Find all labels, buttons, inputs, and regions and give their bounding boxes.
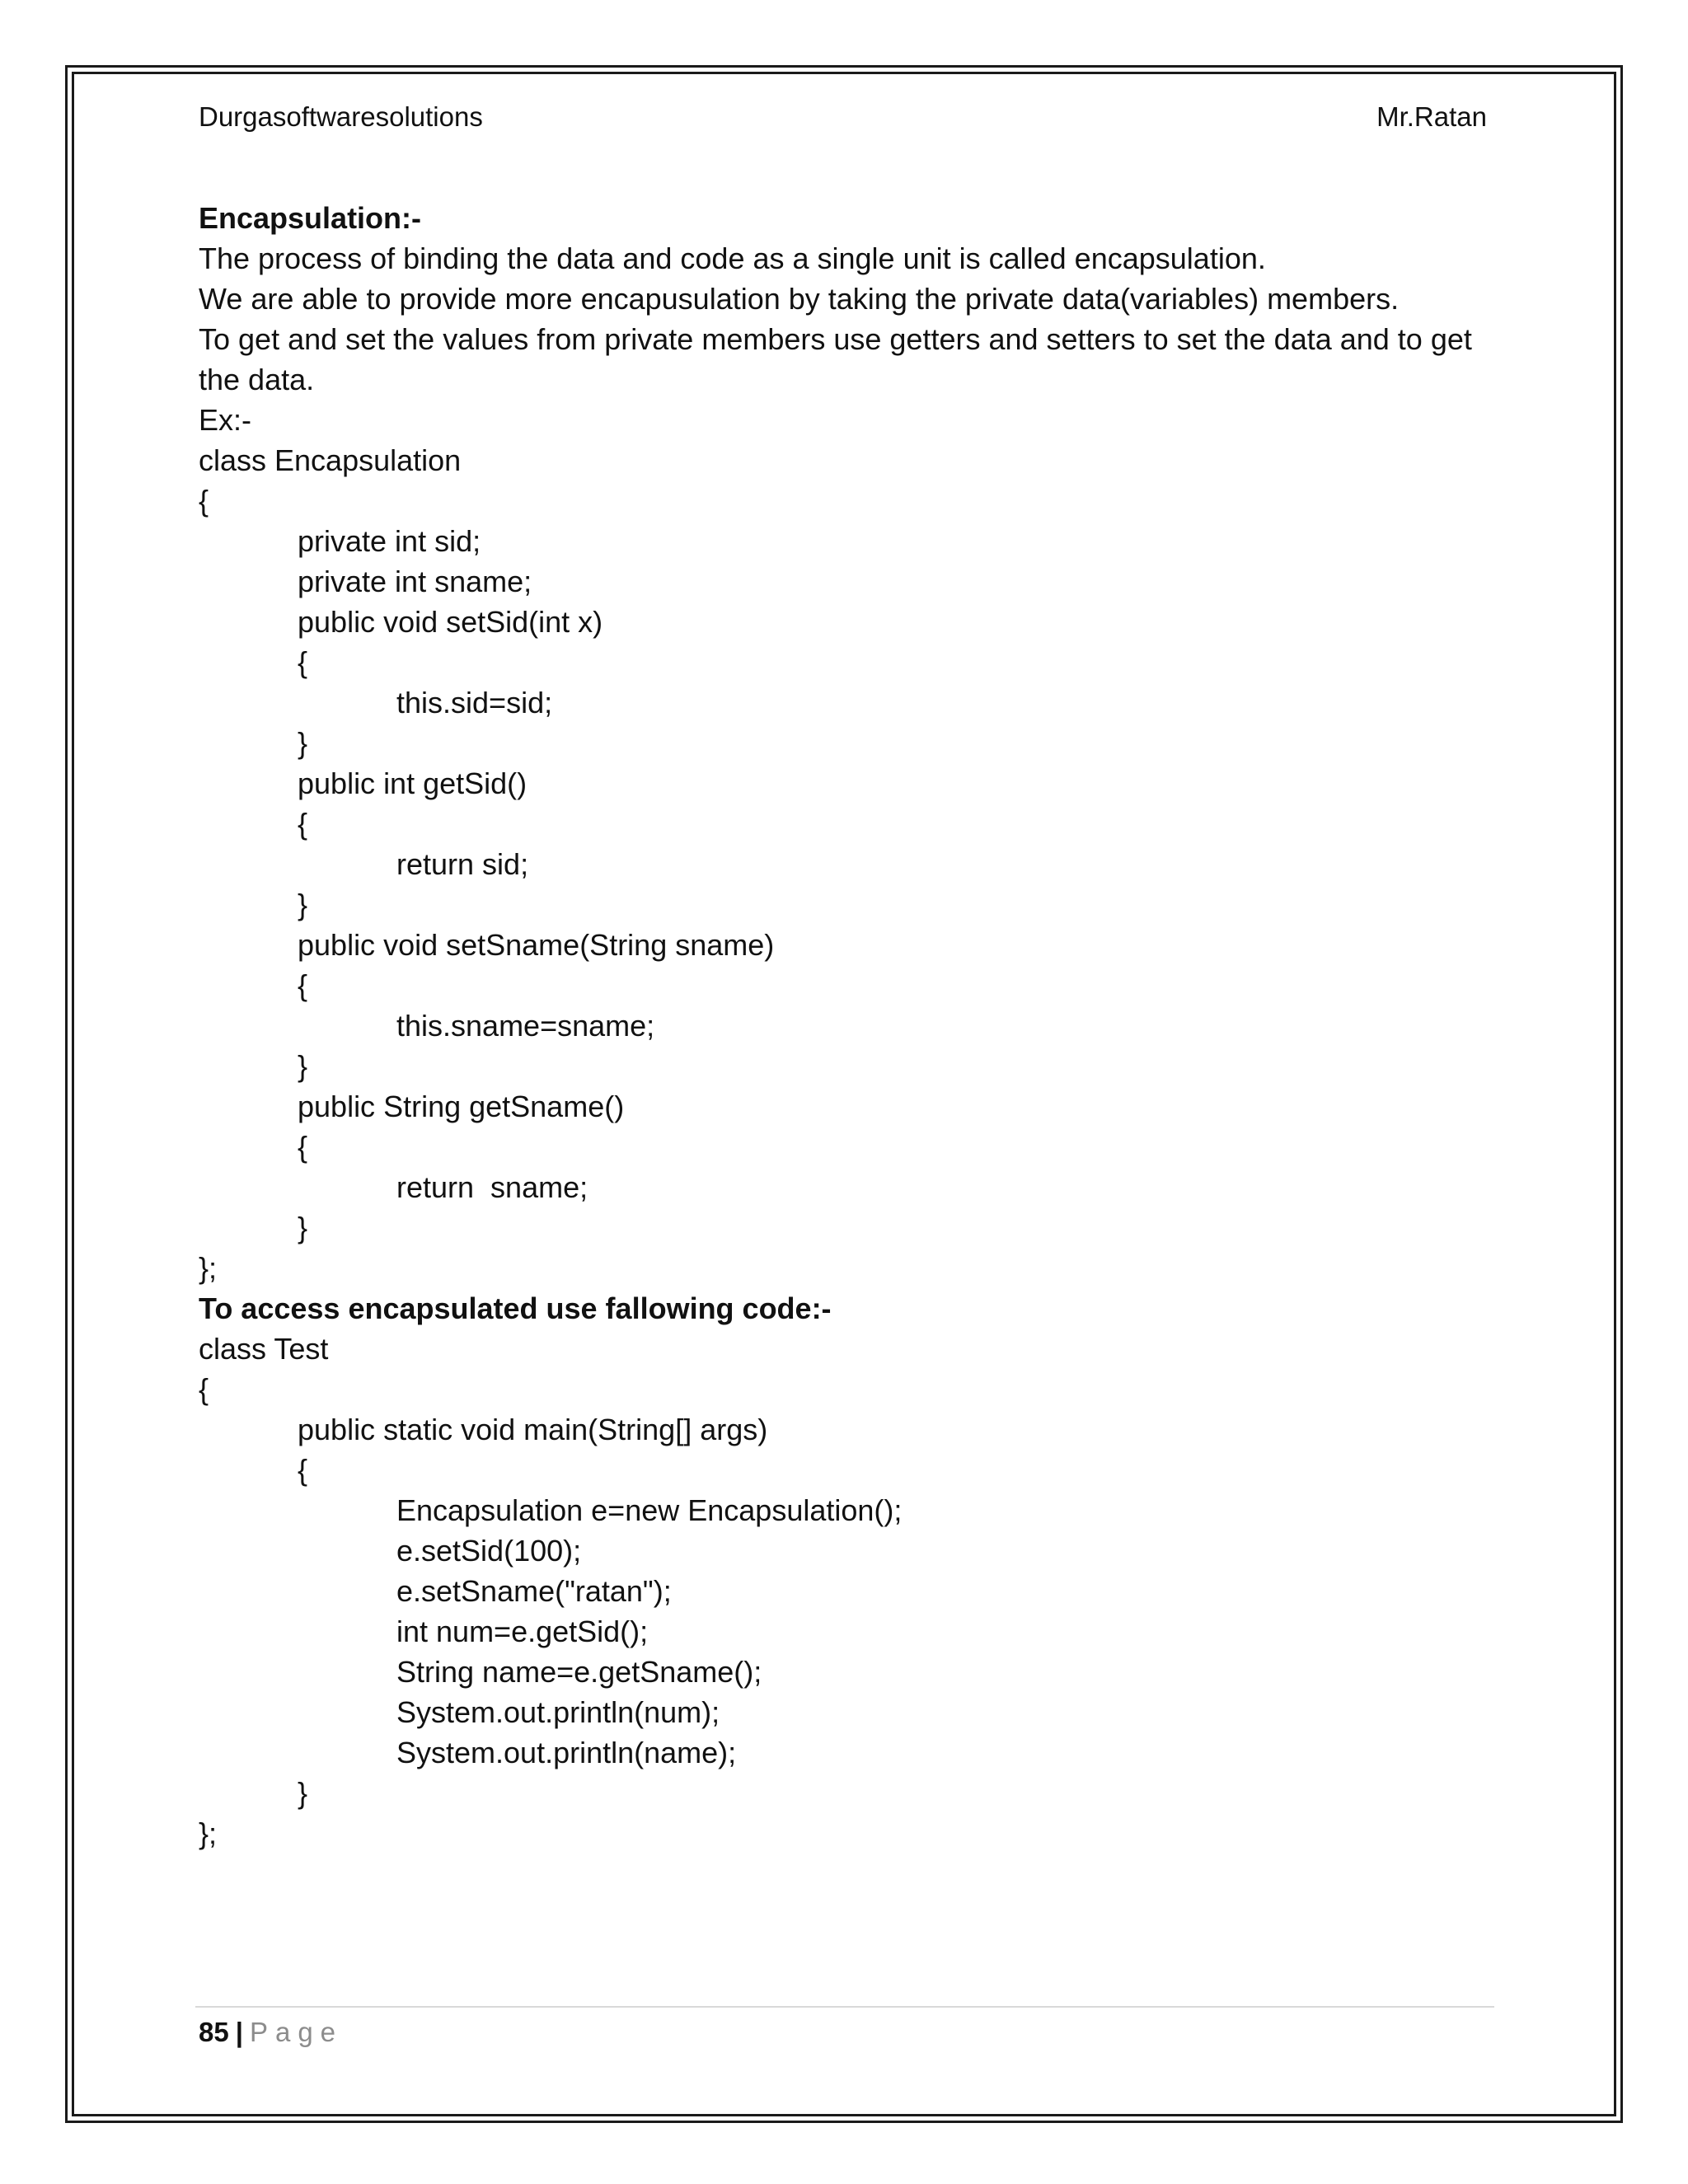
subheading: To access encapsulated use fallowing code:- xyxy=(199,1291,832,1325)
intro-paragraph-3: To get and set the values from private members use getters and setters to set the data and to get the data. xyxy=(199,322,1472,396)
code-line: public static void main(String[] args) xyxy=(298,1413,768,1446)
code-line: public void setSid(int x) xyxy=(298,605,603,639)
code-line: private int sname; xyxy=(298,565,532,598)
intro-paragraph-1: The process of binding the data and code as a single unit is called encapsulation. xyxy=(199,241,1266,275)
code-line: { xyxy=(298,1130,308,1164)
code-line: } xyxy=(298,888,308,921)
footer-divider xyxy=(195,2006,1494,2008)
code-line: }; xyxy=(199,1816,218,1850)
code-line: Encapsulation e=new Encapsulation(); xyxy=(396,1493,903,1527)
code-line: { xyxy=(298,645,308,679)
code-line: { xyxy=(298,1453,308,1487)
code-line: System.out.println(name); xyxy=(396,1736,737,1769)
page-word: Page xyxy=(249,2017,344,2047)
code-line: } xyxy=(298,1049,308,1083)
document-body xyxy=(199,198,1501,1854)
code-line: String name=e.getSname(); xyxy=(396,1655,762,1689)
code-line: e.setSid(100); xyxy=(396,1534,582,1568)
code-line: class Encapsulation xyxy=(199,443,462,477)
code-line: } xyxy=(298,1776,308,1810)
code-line: this.sid=sid; xyxy=(396,686,553,719)
code-line: return sname; xyxy=(396,1170,588,1204)
code-line: } xyxy=(298,726,308,760)
code-line: e.setSname("ratan"); xyxy=(396,1574,672,1608)
code-block-encapsulation xyxy=(199,440,1501,1288)
code-line: } xyxy=(298,1211,308,1244)
code-block-test xyxy=(199,1329,1501,1854)
code-line: public String getSname() xyxy=(298,1090,625,1123)
page-footer xyxy=(199,2013,343,2052)
code-line: System.out.println(num); xyxy=(396,1695,720,1729)
code-line: { xyxy=(199,1372,209,1406)
code-line: { xyxy=(199,484,209,518)
code-line: { xyxy=(298,807,308,841)
code-line: }; xyxy=(199,1251,218,1285)
code-line: public void setSname(String sname) xyxy=(298,928,775,962)
intro-paragraph-2: We are able to provide more encapusulation by taking the private data(variables) members. xyxy=(199,282,1400,316)
section-heading: Encapsulation:- xyxy=(199,201,422,235)
example-label: Ex:- xyxy=(199,403,252,437)
code-line: class Test xyxy=(199,1332,329,1366)
code-line: public int getSid() xyxy=(298,766,528,800)
code-line: this.sname=sname; xyxy=(396,1009,655,1043)
code-line: { xyxy=(298,968,308,1002)
code-line: return sid; xyxy=(396,847,529,881)
header-left-text: Durgasoftwaresolutions xyxy=(199,101,483,132)
code-line: int num=e.getSid(); xyxy=(396,1615,649,1648)
footer-separator: | xyxy=(235,2017,243,2047)
page-number: 85 xyxy=(199,2017,229,2047)
code-line: private int sid; xyxy=(298,524,481,558)
header-right-text: Mr.Ratan xyxy=(1376,101,1487,132)
